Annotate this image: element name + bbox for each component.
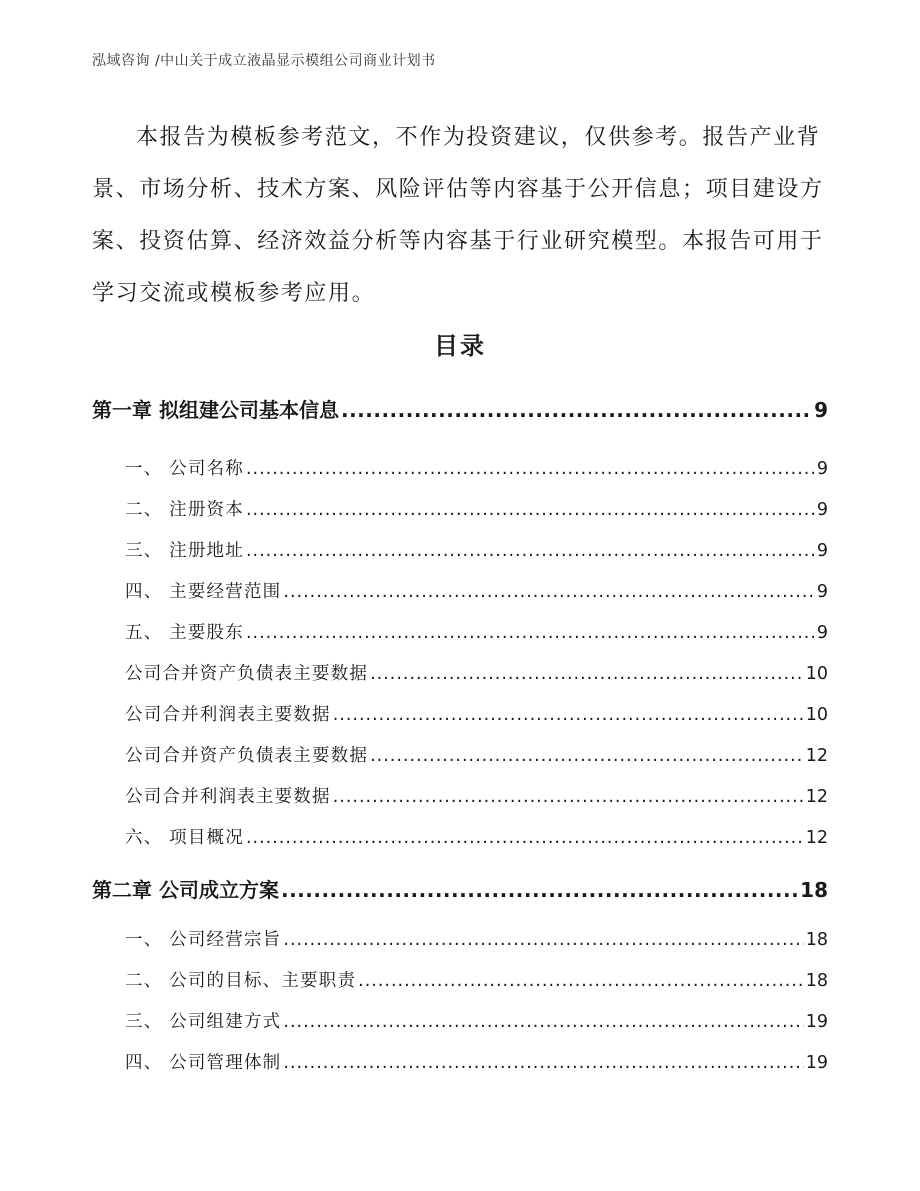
toc-leader (283, 1053, 803, 1073)
toc-chapter-1[interactable] (92, 394, 828, 423)
toc-page-number: 18 (805, 971, 828, 991)
toc-page-number: 18 (800, 878, 828, 902)
toc-entry-label: 第二章 公司成立方案 (92, 878, 279, 902)
toc-leader (370, 746, 804, 766)
toc-page-number: 18 (805, 930, 828, 950)
toc-entry[interactable] (125, 926, 828, 951)
toc-leader (283, 1012, 803, 1032)
toc-leader (333, 787, 804, 807)
toc-entry[interactable] (125, 1008, 828, 1033)
toc-page-number: 10 (805, 664, 828, 684)
toc-entry-label: 四、 公司管理体制 (125, 1053, 282, 1073)
toc-page-number: 9 (816, 500, 828, 520)
toc-entry[interactable] (125, 619, 828, 644)
toc-entry[interactable] (125, 578, 828, 603)
toc-leader (246, 828, 804, 848)
toc-entry-label: 公司合并资产负债表主要数据 (125, 746, 369, 766)
toc-chapter-2[interactable] (92, 874, 828, 903)
toc-entry-label: 六、 项目概况 (125, 828, 244, 848)
toc-leader (358, 971, 804, 991)
toc-page-number: 9 (816, 541, 828, 561)
toc-page-number: 9 (816, 623, 828, 643)
toc-entry[interactable] (125, 496, 828, 521)
toc-leader (246, 541, 815, 561)
toc-leader (283, 930, 803, 950)
toc-leader (246, 459, 815, 479)
toc-page-number: 12 (805, 787, 828, 807)
toc-leader (283, 582, 814, 602)
toc-entry-label: 二、 注册资本 (125, 500, 244, 520)
toc-title: 目录 (434, 332, 486, 360)
toc-entry-label: 公司合并利润表主要数据 (125, 787, 331, 807)
toc-leader (281, 878, 798, 902)
toc-page-number: 9 (816, 582, 828, 602)
toc-entry-label: 三、 公司组建方式 (125, 1012, 282, 1032)
toc-leader (341, 398, 812, 422)
toc-entry[interactable] (125, 455, 828, 480)
toc-entry[interactable] (125, 824, 828, 849)
toc-page-number: 12 (805, 828, 828, 848)
toc-entry[interactable] (125, 660, 828, 685)
toc-entry[interactable] (125, 967, 828, 992)
toc-entry[interactable] (125, 1049, 828, 1074)
toc-leader (333, 705, 804, 725)
toc-entry[interactable] (125, 537, 828, 562)
toc-entry-label: 一、 公司经营宗旨 (125, 930, 282, 950)
toc-entry-label: 四、 主要经营范围 (125, 582, 282, 602)
toc-page-number: 12 (805, 746, 828, 766)
toc-entry[interactable] (125, 783, 828, 808)
toc-entry-label: 三、 注册地址 (125, 541, 244, 561)
toc-entry-label: 一、 公司名称 (125, 459, 244, 479)
running-header: 泓域咨询 /中山关于成立液晶显示模组公司商业计划书 (92, 53, 436, 69)
toc-leader (246, 500, 815, 520)
intro-paragraph: 本报告为模板参考范文，不作为投资建议，仅供参考。报告产业背景、市场分析、技术方案、风险评估等内容基于公开信息；项目建设方案、投资估算、经济效益分析等内容基于行业研究模型。本报告可用于学习交流或模板参考应用。 (92, 125, 824, 306)
toc-entry[interactable] (125, 742, 828, 767)
toc-entry[interactable] (125, 701, 828, 726)
toc-entry-label: 五、 主要股东 (125, 623, 244, 643)
toc-entry-label: 公司合并资产负债表主要数据 (125, 664, 369, 684)
toc-page-number: 9 (816, 459, 828, 479)
toc-page-number: 19 (805, 1053, 828, 1073)
toc-entry-label: 第一章 拟组建公司基本信息 (92, 398, 339, 422)
toc-leader (246, 623, 815, 643)
toc-page-number: 19 (805, 1012, 828, 1032)
toc-page-number: 10 (805, 705, 828, 725)
toc-leader (370, 664, 804, 684)
toc-entry-label: 二、 公司的目标、主要职责 (125, 971, 357, 991)
toc-page-number: 9 (814, 398, 828, 422)
toc-entry-label: 公司合并利润表主要数据 (125, 705, 331, 725)
